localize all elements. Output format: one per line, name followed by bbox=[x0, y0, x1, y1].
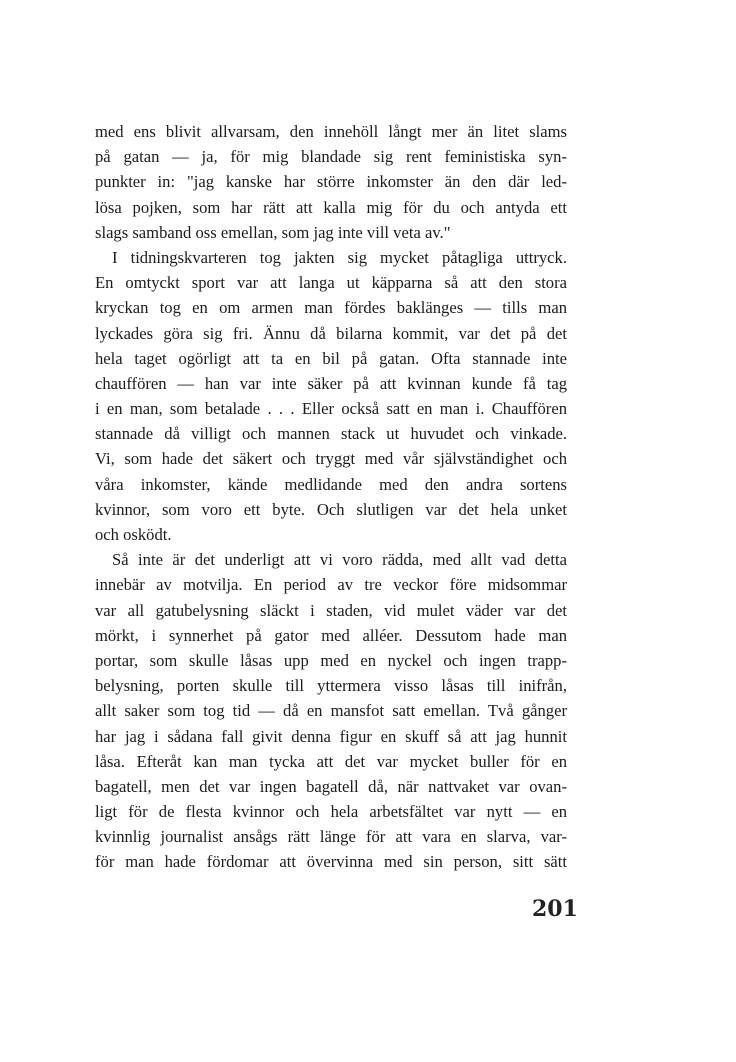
text-line: med ens blivit allvarsam, den innehöll långt mer än litet slams bbox=[95, 122, 567, 141]
text-line: allt saker som tog tid — då en mansfot satt emellan. Två gånger bbox=[95, 701, 567, 721]
text-line: har jag i sådana fall givit denna figur en skuff så att jag hunnit bbox=[95, 726, 567, 746]
text-line: hela taget ogörligt att ta en bil på gatan. Ofta stannade inte bbox=[95, 348, 567, 368]
text-line: Vi, som hade det säkert och tryggt med vår självständighet och bbox=[95, 449, 567, 469]
text-line: lyckades göra sig fri. Ännu då bilarna kommit, var det på det bbox=[95, 323, 567, 343]
text-line: portar, som skulle låsas upp med en nyckel och ingen trapp- bbox=[95, 650, 567, 670]
text-line: stannade då villigt och mannen stack ut huvudet och vinkade. bbox=[95, 424, 567, 444]
text-line: En omtyckt sport var att langa ut käpparna så att den stora bbox=[95, 273, 567, 293]
text-line: chauffören — han var inte säker på att kvinnan kunde få tag bbox=[95, 373, 567, 393]
text-line: i en man, som betalade . . . Eller också satt en man i. Chauffören bbox=[95, 399, 567, 419]
text-line: kryckan tog en om armen man fördes baklänges — tills man bbox=[95, 298, 567, 318]
text-line: I tidningskvarteren tog jakten sig mycket påtagliga uttryck. bbox=[112, 247, 567, 267]
text-line: mörkt, i synnerhet på gator med alléer. Dessutom hade man bbox=[95, 625, 567, 645]
page-number: 201 bbox=[532, 896, 578, 922]
body-text bbox=[95, 119, 567, 875]
text-line: ligt för de flesta kvinnor och hela arbetsfältet var nytt — en bbox=[95, 802, 567, 822]
text-line: Så inte är det underligt att vi voro rädda, med allt vad detta bbox=[112, 550, 567, 570]
text-line: punkter in: "jag kanske har större inkomster än den där led- bbox=[95, 172, 567, 192]
text-line: innebär av motvilja. En period av tre veckor före midsommar bbox=[95, 575, 567, 595]
text-line: våra inkomster, kände medlidande med den andra sortens bbox=[95, 474, 567, 494]
text-line: lösa pojken, som har rätt att kalla mig för du och antyda ett bbox=[95, 197, 567, 217]
text-line: var all gatubelysning släckt i staden, vid mulet väder var det bbox=[95, 600, 567, 620]
text-line: kvinnor, som voro ett byte. Och slutligen var det hela unket bbox=[95, 499, 567, 519]
text-line: på gatan — ja, för mig blandade sig rent feministiska syn- bbox=[95, 147, 567, 167]
text-line: för man hade fördomar att övervinna med sin person, sitt sätt bbox=[95, 852, 567, 872]
text-line: kvinnlig journalist ansågs rätt länge för att vara en slarva, var- bbox=[95, 827, 567, 847]
text-line: belysning, porten skulle till yttermera visso låsas till inifrån, bbox=[95, 676, 567, 696]
text-line: låsa. Efteråt kan man tycka att det var mycket buller för en bbox=[95, 751, 567, 771]
text-line: bagatell, men det var ingen bagatell då, när nattvaket var ovan- bbox=[95, 776, 567, 796]
text-line: och osködt. bbox=[95, 525, 172, 544]
text-line: slags samband oss emellan, som jag inte vill veta av." bbox=[95, 222, 451, 242]
